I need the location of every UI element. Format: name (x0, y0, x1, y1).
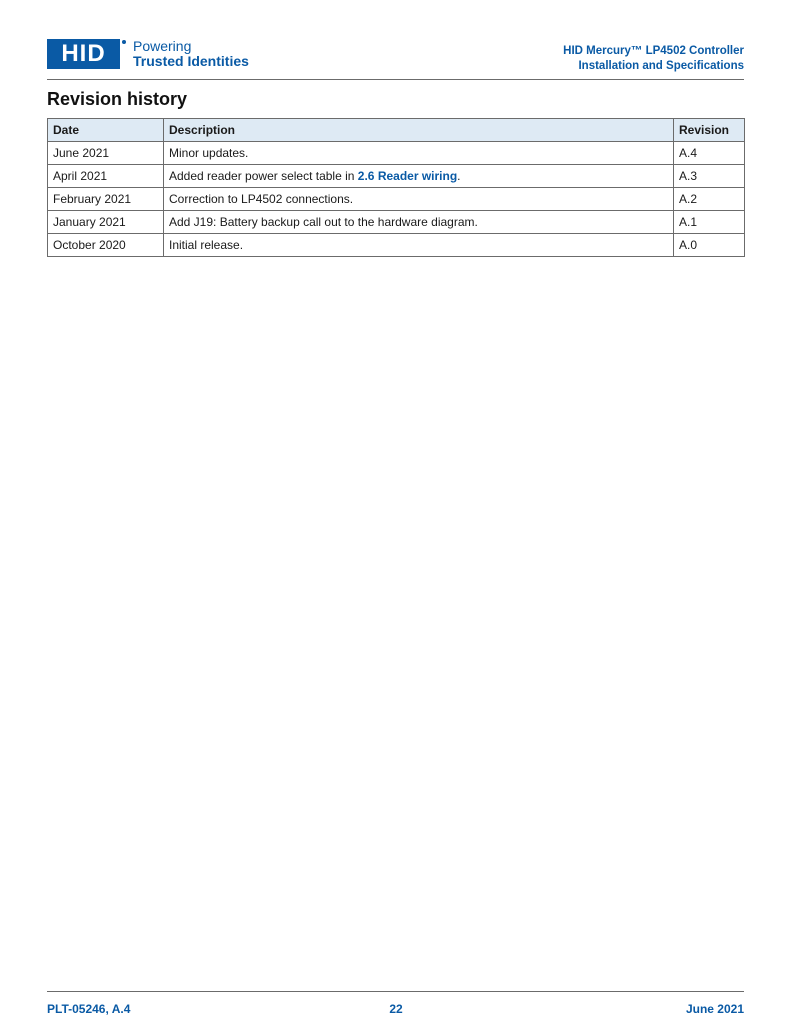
cell-date: June 2021 (48, 142, 164, 165)
cell-date: January 2021 (48, 211, 164, 234)
document-title (563, 44, 744, 74)
description-text-end: . (457, 169, 461, 183)
cell-revision: A.2 (674, 188, 745, 211)
cell-date: February 2021 (48, 188, 164, 211)
cell-date: October 2020 (48, 234, 164, 257)
header-divider (47, 79, 744, 80)
cell-description: Initial release. (164, 234, 674, 257)
table-header-row (48, 119, 745, 142)
table-row (48, 142, 745, 165)
cell-description: Add J19: Battery backup call out to the hardware diagram. (164, 211, 674, 234)
footer-divider (47, 991, 744, 992)
section-title: Revision history (47, 89, 188, 109)
column-header-description: Description (164, 119, 674, 142)
table-row (48, 211, 745, 234)
column-header-revision: Revision (674, 119, 745, 142)
cell-description: Correction to LP4502 connections. (164, 188, 674, 211)
cell-date: April 2021 (48, 165, 164, 188)
description-text: Added reader power select table in (169, 169, 358, 183)
logo-tagline (133, 39, 249, 69)
table-row (48, 188, 745, 211)
document-title-line2: Installation and Specifications (578, 60, 744, 72)
cell-revision: A.3 (674, 165, 745, 188)
table-row (48, 165, 745, 188)
revision-history-table (47, 118, 745, 257)
cell-description (164, 165, 674, 188)
footer-page-number: 22 (389, 1002, 403, 1016)
hid-logo (47, 39, 249, 69)
reader-wiring-link[interactable]: 2.6 Reader wiring (357, 169, 458, 183)
cell-revision: A.0 (674, 234, 745, 257)
registered-mark-icon (122, 40, 126, 44)
cell-revision: A.1 (674, 211, 745, 234)
document-title-line1: HID Mercury™ LP4502 Controller (563, 45, 744, 57)
column-header-date: Date (48, 119, 164, 142)
footer-date: June 2021 (685, 1002, 744, 1016)
hid-logo-mark: HID (47, 39, 120, 69)
footer-document-id: PLT-05246, A.4 (47, 1002, 131, 1016)
tagline-line1: Powering (133, 38, 192, 54)
cell-description: Minor updates. (164, 142, 674, 165)
tagline-line2: Trusted Identities (133, 53, 249, 69)
table-row (48, 234, 745, 257)
cell-revision: A.4 (674, 142, 745, 165)
